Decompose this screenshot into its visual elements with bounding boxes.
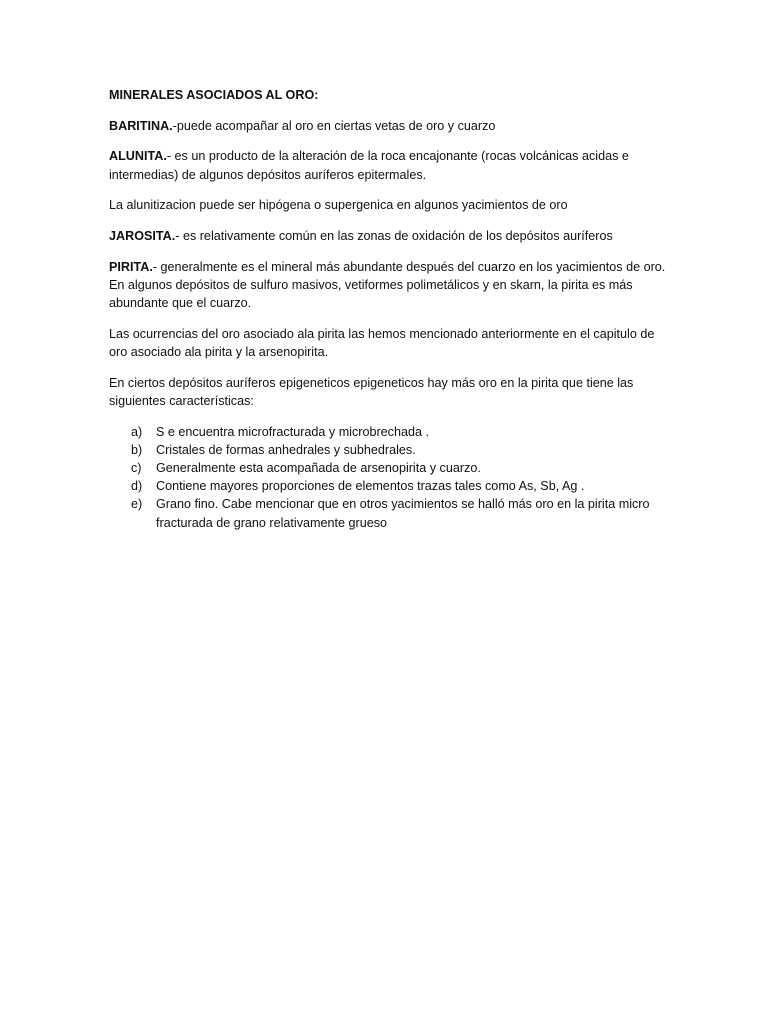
list-item-text: Contiene mayores proporciones de elementos trazas tales como As, Sb, Ag . bbox=[156, 479, 585, 494]
paragraph-text: La alunitizacion puede ser hipógena o supergenica en algunos yacimientos de oro bbox=[109, 198, 568, 213]
list-item-text: Cristales de formas anhedrales y subhedrales. bbox=[156, 442, 416, 457]
paragraph-depositos bbox=[109, 374, 669, 410]
paragraph-text: - es un producto de la alteración de la roca encajonante (rocas volcánicas acidas e intermedias) de algunos depósitos auríferos epitermales. bbox=[109, 149, 629, 182]
list-item-text: S e encuentra microfracturada y microbrechada . bbox=[156, 424, 429, 439]
list-marker: b) bbox=[131, 442, 143, 457]
list-item-text: Generalmente esta acompañada de arsenopirita y cuarzo. bbox=[156, 461, 481, 476]
list-item bbox=[109, 441, 669, 459]
paragraph-text: Las ocurrencias del oro asociado ala pirita las hemos mencionado anteriormente en el capitulo de oro asociado ala pirita y la arsenopirita. bbox=[109, 326, 655, 360]
list-item bbox=[109, 459, 669, 477]
paragraph-pirita bbox=[109, 258, 669, 313]
list-item bbox=[109, 423, 669, 441]
paragraph-text: - generalmente es el mineral más abundante después del cuarzo en los yacimientos de oro. En algunos depósitos de sulfuro masivos, vetiformes polimetálicos y en skarn, la pirita es más abundante que el cuarzo. bbox=[109, 259, 666, 311]
list-item-text: Grano fino. Cabe mencionar que en otros yacimientos se halló más oro en la pirita micro fracturada de grano relativamente grueso bbox=[156, 497, 650, 530]
paragraph-alunitizacion bbox=[109, 196, 669, 214]
list-item bbox=[109, 477, 669, 495]
paragraph-text: -puede acompañar al oro en ciertas vetas de oro y cuarzo bbox=[172, 118, 496, 133]
term-jarosita: JAROSITA. bbox=[109, 229, 176, 244]
paragraph-text: - es relativamente común en las zonas de oxidación de los depósitos auríferos bbox=[175, 229, 613, 244]
paragraph-text: En ciertos depósitos auríferos epigeneticos epigeneticos hay más oro en la pirita que tiene las siguientes características: bbox=[109, 375, 634, 408]
paragraph-jarosita bbox=[109, 227, 669, 245]
list-marker: d) bbox=[131, 479, 143, 494]
list-marker: e) bbox=[131, 497, 143, 512]
paragraph-baritina bbox=[109, 117, 669, 135]
list-marker: c) bbox=[131, 461, 142, 476]
term-alunita: ALUNITA. bbox=[109, 149, 167, 164]
paragraph-ocurrencias bbox=[109, 325, 669, 361]
characteristics-list bbox=[109, 423, 669, 532]
document-page bbox=[109, 86, 669, 532]
document-title: MINERALES ASOCIADOS AL ORO: bbox=[109, 88, 319, 102]
term-pirita: PIRITA. bbox=[109, 259, 153, 274]
paragraph-alunita bbox=[109, 147, 669, 183]
list-item bbox=[109, 495, 669, 531]
term-baritina: BARITINA. bbox=[109, 118, 173, 133]
list-marker: a) bbox=[131, 424, 143, 439]
